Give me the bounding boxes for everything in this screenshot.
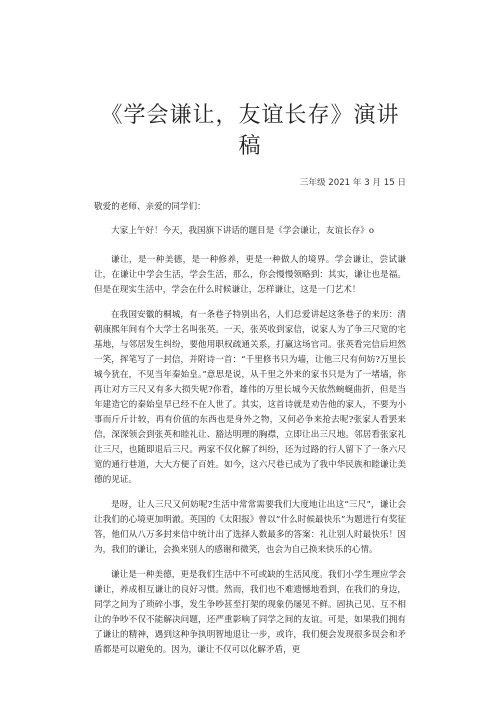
paragraph-intro: 大家上午好！今天，我国旗下讲话的题目是《学会谦让，友谊长存》o: [111, 226, 374, 236]
paragraph-six-foot-lane-story: 在我国安徽的桐城，有一条巷子特别出名，人们总爱讲起这条巷子的来历：清朝康熙年间有个大学士名叫张英。一天，张英收到家信，说家人为了争三尺宽的宅基地，与邻居发生纠纷，要他用职权疏通关系，打赢这场官司。张英看完信后坦然一笑，挥笔写了一封信，并附诗一首：“千里修书只为墙，让他三尺有何妨?万里长城今犹在，不见当年秦始皇。”意思是说，从千里之外来的家书只是为了一堵墙，你再让对方三尺又有多大损失呢?你看，雄伟的万里长城今天依然蜿蜒曲折，但是当年建造它的秦始皇早已经不在人世了。其实，这首诗就是劝告他的家人，不要为小事而斤斤计较，再有价值的东西也是身外之物，又何必争来抢去呢?张家人看罢来信，深深领会到张英和睦礼让、豁达明理的胸襟，立即让出三尺地。邻居看张家礼让三尺，也随即退后三尺。两家不仅化解了纠纷，还为过路的行人留下了一条六尺宽的通行巷道，大大方便了百姓。如今，这六尺巷已成为了我中华民族和睦谦让美德的见证。: [94, 310, 406, 485]
paragraph-students: 谦让是一种美德，更是我们生活中不可或缺的生活风度。我们小学生理应学会谦让，养成相互谦让的良好习惯。然而，我们也不难遗憾地看到，在我们的身边，同学之间为了琐碎小事，发生争吵甚至打架的现象仍屡见不鲜。固执己见、互不相让的争吵不仅不能解决问题，还严重影响了同学之间的友谊。可是，如果我们拥有了谦让的精神，遇到这种争执明智地退让一步，或许，我们便会发现很多误会和矛盾都是可以避免的。因为，谦让不仅可以化解矛盾，更: [94, 570, 406, 655]
speech-title: 《学会谦让，友谊长存》演讲稿: [100, 103, 400, 159]
dateline: 三年级 2021 年 3 月 15 日: [299, 178, 406, 188]
greeting: 敬爱的老师、亲爱的同学们：: [94, 202, 206, 212]
paragraph-modesty-definition: 谦让，是一种美德，是一种修养，更是一种做人的境界。学会谦让，尝试谦让，在谦让中学会生活，学会生活，那么，你会慢慢领略到：其实，谦让也是福。但是在现实生活中，学会在什么时候谦让，怎样谦让，这是一门艺术！: [94, 255, 406, 295]
paragraph-happiness: 是呀，让人三尺又何妨呢?生活中常常需要我们大度地让出这“三尺”，谦让会让我们的心境更加明澈。英国的《太阳报》曾以“什么时候最快乐”为题进行有奖征答，他们从八万多封来信中统计出了选择人数最多的答案：礼让别人时最快乐！因为，我们的谦让，会换来别人的感谢和微笑，也会为自己换来快乐的心情。: [94, 500, 406, 555]
